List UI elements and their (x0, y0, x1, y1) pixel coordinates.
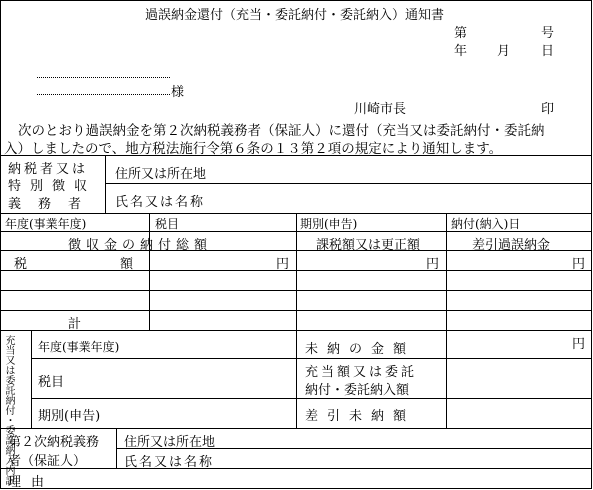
yen-col1: 円 (276, 257, 290, 272)
body-text-line-1: 次のとおり過誤納金を第２次納税義務者（保証人）に還付（充当又は委託納付・委託納 (18, 123, 545, 139)
header-payment-date: 納付(納入)日 (451, 217, 521, 231)
yen-col2: 円 (426, 257, 440, 272)
number-go-label: 号 (541, 26, 555, 41)
secondary-address-label: 住所又は所在地 (124, 435, 216, 450)
total-label: 計 (68, 317, 82, 332)
allocation-vertical-label: 充当又は委託納付・委託納入内訳 (3, 335, 14, 485)
taxpayer-label-line-3: 義務者 (8, 197, 99, 212)
taxpayer-address-label: 住所又は所在地 (115, 167, 207, 182)
reason-label: 理由 (8, 475, 55, 490)
secondary-name-label: 氏名又は名称 (124, 455, 215, 470)
secondary-label-line-1: 第２次納税義務 (8, 435, 100, 450)
amount-label: 額 (120, 257, 134, 272)
body-text-line-2: 入）しましたので、地方税法施行令第６条の１３第２項の規定により通知します。 (4, 141, 503, 157)
addressee-line-2 (37, 94, 170, 95)
addressee-sama: 様 (171, 85, 185, 100)
alloc-applied-line-1: 充当額又は委託 (305, 365, 418, 380)
date-month-label: 月 (497, 44, 511, 59)
alloc-net-unpaid: 差引未納額 (305, 409, 416, 424)
subheader-assessed: 課税額又は更正額 (316, 238, 421, 253)
date-year-label: 年 (454, 44, 468, 59)
header-fiscal-year: 年度(事業年度) (5, 217, 87, 231)
subheader-total-paid: 徴収金の納付総額 (68, 238, 213, 253)
header-period: 期別(申告) (300, 217, 358, 231)
taxpayer-name-label: 氏名又は名称 (115, 195, 206, 210)
date-day-label: 日 (541, 44, 555, 59)
taxpayer-label-line-1: 納税者又は (8, 162, 89, 177)
yen-col3: 円 (572, 257, 586, 272)
tax-label: 税 (14, 257, 28, 272)
alloc-fiscal-year: 年度(事業年度) (38, 340, 120, 354)
subheader-refund: 差引過誤納金 (472, 238, 551, 253)
issuer-name: 川崎市長 (354, 102, 407, 117)
document-title: 過誤納金還付（充当・委託納付・委託納入）通知書 (145, 8, 445, 23)
issuer-seal: 印 (541, 102, 555, 117)
alloc-tax-item: 税目 (38, 375, 65, 390)
secondary-label-line-2: 者（保証人） (8, 454, 87, 469)
alloc-period: 期別(申告) (38, 409, 101, 424)
header-tax-item: 税目 (155, 217, 180, 231)
taxpayer-label-line-2: 特別徴収 (8, 179, 97, 194)
alloc-yen: 円 (572, 337, 586, 352)
alloc-unpaid-amount: 未納の金額 (305, 342, 416, 357)
alloc-applied-line-2: 納付・委託納入額 (305, 383, 410, 398)
addressee-line-1 (37, 77, 170, 78)
number-dai-label: 第 (454, 26, 468, 41)
